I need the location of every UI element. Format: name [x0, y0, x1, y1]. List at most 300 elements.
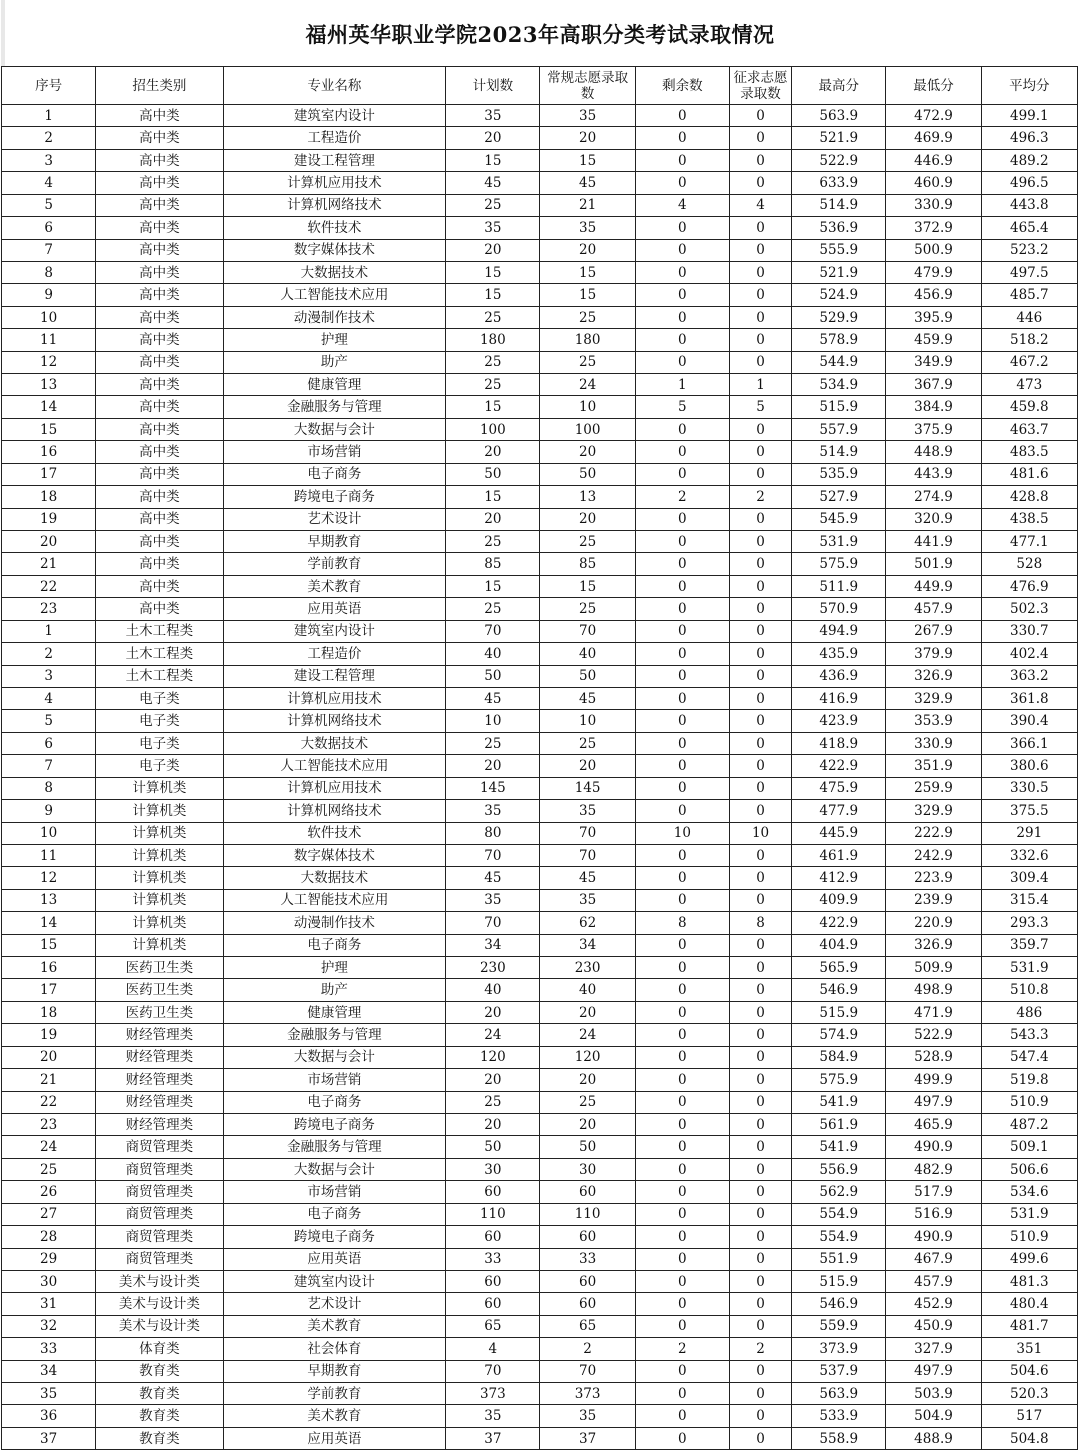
cell-supplementary-admitted: 0 [729, 643, 791, 665]
cell-plan: 35 [446, 889, 540, 911]
cell-regular-admitted: 30 [540, 1158, 635, 1180]
cell-index: 5 [2, 710, 96, 732]
cell-category: 土木工程类 [96, 643, 223, 665]
cell-index: 21 [2, 553, 96, 575]
cell-supplementary-admitted: 0 [729, 149, 791, 171]
cell-remaining: 0 [635, 553, 729, 575]
cell-major: 艺术设计 [223, 508, 446, 530]
cell-avg-score: 483.5 [981, 441, 1077, 463]
cell-plan: 33 [446, 1248, 540, 1270]
table-row [2, 643, 1078, 665]
cell-supplementary-admitted: 0 [729, 687, 791, 709]
cell-remaining: 0 [635, 418, 729, 440]
cell-remaining: 0 [635, 1158, 729, 1180]
cell-index: 14 [2, 396, 96, 418]
cell-major: 软件技术 [223, 822, 446, 844]
cell-min-score: 449.9 [886, 575, 981, 597]
cell-category: 高中类 [96, 284, 223, 306]
table-row [2, 239, 1078, 261]
cell-avg-score: 361.8 [981, 687, 1077, 709]
cell-avg-score: 531.9 [981, 1203, 1077, 1225]
cell-category: 计算机类 [96, 800, 223, 822]
cell-supplementary-admitted: 0 [729, 351, 791, 373]
cell-supplementary-admitted: 0 [729, 463, 791, 485]
cell-category: 教育类 [96, 1383, 223, 1405]
header-major: 专业名称 [223, 67, 446, 105]
cell-category: 财经管理类 [96, 1091, 223, 1113]
cell-category: 高中类 [96, 531, 223, 553]
cell-avg-score: 486 [981, 1001, 1077, 1023]
cell-category: 教育类 [96, 1427, 223, 1449]
cell-index: 26 [2, 1181, 96, 1203]
cell-major: 美术教育 [223, 1315, 446, 1337]
cell-regular-admitted: 15 [540, 149, 635, 171]
cell-index: 33 [2, 1338, 96, 1360]
cell-max-score: 546.9 [792, 979, 886, 1001]
cell-min-score: 222.9 [886, 822, 981, 844]
cell-remaining: 0 [635, 172, 729, 194]
cell-avg-score: 443.8 [981, 194, 1077, 216]
cell-supplementary-admitted: 0 [729, 755, 791, 777]
cell-min-score: 330.9 [886, 194, 981, 216]
cell-min-score: 503.9 [886, 1383, 981, 1405]
cell-remaining: 0 [635, 441, 729, 463]
cell-avg-score: 510.8 [981, 979, 1077, 1001]
cell-remaining: 0 [635, 889, 729, 911]
cell-regular-admitted: 35 [540, 800, 635, 822]
cell-remaining: 0 [635, 1293, 729, 1315]
table-row [2, 957, 1078, 979]
cell-major: 社会体育 [223, 1338, 446, 1360]
cell-major: 健康管理 [223, 374, 446, 396]
cell-index: 12 [2, 351, 96, 373]
cell-plan: 85 [446, 553, 540, 575]
cell-avg-score: 499.1 [981, 105, 1077, 127]
cell-index: 13 [2, 374, 96, 396]
cell-major: 人工智能技术应用 [223, 755, 446, 777]
cell-remaining: 0 [635, 1383, 729, 1405]
cell-remaining: 2 [635, 486, 729, 508]
cell-regular-admitted: 25 [540, 351, 635, 373]
cell-regular-admitted: 34 [540, 934, 635, 956]
cell-avg-score: 510.9 [981, 1226, 1077, 1248]
cell-supplementary-admitted: 0 [729, 1113, 791, 1135]
cell-category: 体育类 [96, 1338, 223, 1360]
cell-avg-score: 504.6 [981, 1360, 1077, 1382]
cell-max-score: 445.9 [792, 822, 886, 844]
cell-major: 工程造价 [223, 127, 446, 149]
cell-remaining: 0 [635, 1091, 729, 1113]
cell-min-score: 500.9 [886, 239, 981, 261]
cell-regular-admitted: 20 [540, 239, 635, 261]
cell-supplementary-admitted: 0 [729, 172, 791, 194]
cell-regular-admitted: 20 [540, 127, 635, 149]
cell-max-score: 412.9 [792, 867, 886, 889]
cell-max-score: 514.9 [792, 441, 886, 463]
cell-min-score: 351.9 [886, 755, 981, 777]
cell-plan: 25 [446, 194, 540, 216]
cell-major: 计算机网络技术 [223, 800, 446, 822]
cell-remaining: 0 [635, 261, 729, 283]
cell-supplementary-admitted: 0 [729, 800, 791, 822]
cell-plan: 20 [446, 508, 540, 530]
cell-major: 早期教育 [223, 531, 446, 553]
cell-avg-score: 309.4 [981, 867, 1077, 889]
cell-min-score: 499.9 [886, 1069, 981, 1091]
cell-major: 计算机应用技术 [223, 687, 446, 709]
cell-max-score: 558.9 [792, 1427, 886, 1449]
cell-max-score: 559.9 [792, 1315, 886, 1337]
table-row [2, 732, 1078, 754]
cell-major: 跨境电子商务 [223, 486, 446, 508]
cell-index: 20 [2, 1046, 96, 1068]
cell-avg-score: 438.5 [981, 508, 1077, 530]
cell-plan: 45 [446, 687, 540, 709]
cell-regular-admitted: 33 [540, 1248, 635, 1270]
cell-min-score: 329.9 [886, 687, 981, 709]
cell-avg-score: 293.3 [981, 912, 1077, 934]
cell-min-score: 517.9 [886, 1181, 981, 1203]
cell-plan: 15 [446, 149, 540, 171]
cell-major: 软件技术 [223, 217, 446, 239]
table-row [2, 194, 1078, 216]
cell-category: 医药卫生类 [96, 1001, 223, 1023]
cell-category: 财经管理类 [96, 1069, 223, 1091]
cell-major: 人工智能技术应用 [223, 284, 446, 306]
cell-major: 应用英语 [223, 598, 446, 620]
cell-max-score: 546.9 [792, 1293, 886, 1315]
cell-avg-score: 509.1 [981, 1136, 1077, 1158]
cell-min-score: 450.9 [886, 1315, 981, 1337]
cell-remaining: 0 [635, 755, 729, 777]
cell-major: 计算机网络技术 [223, 710, 446, 732]
table-row [2, 1024, 1078, 1046]
cell-max-score: 565.9 [792, 957, 886, 979]
cell-max-score: 435.9 [792, 643, 886, 665]
cell-major: 美术教育 [223, 1405, 446, 1427]
cell-avg-score: 481.3 [981, 1270, 1077, 1292]
cell-max-score: 556.9 [792, 1158, 886, 1180]
cell-max-score: 555.9 [792, 239, 886, 261]
cell-category: 教育类 [96, 1360, 223, 1382]
cell-max-score: 422.9 [792, 912, 886, 934]
cell-plan: 20 [446, 441, 540, 463]
cell-supplementary-admitted: 0 [729, 575, 791, 597]
cell-index: 13 [2, 889, 96, 911]
cell-category: 财经管理类 [96, 1024, 223, 1046]
cell-avg-score: 291 [981, 822, 1077, 844]
cell-regular-admitted: 120 [540, 1046, 635, 1068]
cell-plan: 10 [446, 710, 540, 732]
cell-category: 计算机类 [96, 777, 223, 799]
cell-category: 计算机类 [96, 934, 223, 956]
cell-supplementary-admitted: 0 [729, 1315, 791, 1337]
cell-regular-admitted: 15 [540, 261, 635, 283]
table-row [2, 105, 1078, 127]
cell-remaining: 0 [635, 665, 729, 687]
admission-table [1, 66, 1078, 1450]
table-row [2, 127, 1078, 149]
cell-regular-admitted: 13 [540, 486, 635, 508]
cell-major: 跨境电子商务 [223, 1113, 446, 1135]
header-category: 招生类别 [96, 67, 223, 105]
cell-category: 高中类 [96, 194, 223, 216]
table-row [2, 710, 1078, 732]
cell-max-score: 423.9 [792, 710, 886, 732]
cell-plan: 20 [446, 127, 540, 149]
cell-max-score: 511.9 [792, 575, 886, 597]
cell-plan: 45 [446, 172, 540, 194]
header-supplementary-admitted: 征求志愿录取数 [729, 67, 791, 105]
cell-plan: 70 [446, 912, 540, 934]
cell-max-score: 477.9 [792, 800, 886, 822]
cell-supplementary-admitted: 0 [729, 418, 791, 440]
cell-supplementary-admitted: 0 [729, 1069, 791, 1091]
cell-index: 16 [2, 957, 96, 979]
cell-avg-score: 499.6 [981, 1248, 1077, 1270]
cell-max-score: 404.9 [792, 934, 886, 956]
cell-major: 早期教育 [223, 1360, 446, 1382]
cell-min-score: 465.9 [886, 1113, 981, 1135]
cell-avg-score: 428.8 [981, 486, 1077, 508]
cell-index: 22 [2, 1091, 96, 1113]
cell-avg-score: 467.2 [981, 351, 1077, 373]
cell-supplementary-admitted: 0 [729, 732, 791, 754]
cell-min-score: 443.9 [886, 463, 981, 485]
cell-remaining: 0 [635, 1136, 729, 1158]
cell-major: 计算机应用技术 [223, 172, 446, 194]
cell-major: 应用英语 [223, 1248, 446, 1270]
cell-index: 15 [2, 934, 96, 956]
cell-max-score: 563.9 [792, 1383, 886, 1405]
cell-avg-score: 363.2 [981, 665, 1077, 687]
cell-plan: 25 [446, 351, 540, 373]
cell-supplementary-admitted: 0 [729, 217, 791, 239]
cell-min-score: 384.9 [886, 396, 981, 418]
cell-index: 14 [2, 912, 96, 934]
cell-remaining: 0 [635, 531, 729, 553]
cell-major: 市场营销 [223, 1069, 446, 1091]
table-row [2, 1136, 1078, 1158]
cell-remaining: 0 [635, 127, 729, 149]
cell-supplementary-admitted: 0 [729, 665, 791, 687]
cell-index: 37 [2, 1427, 96, 1449]
table-row [2, 441, 1078, 463]
cell-avg-score: 517 [981, 1405, 1077, 1427]
cell-regular-admitted: 10 [540, 710, 635, 732]
cell-min-score: 482.9 [886, 1158, 981, 1180]
cell-min-score: 223.9 [886, 867, 981, 889]
cell-category: 高中类 [96, 127, 223, 149]
cell-major: 金融服务与管理 [223, 396, 446, 418]
cell-avg-score: 506.6 [981, 1158, 1077, 1180]
cell-category: 医药卫生类 [96, 979, 223, 1001]
cell-avg-score: 510.9 [981, 1091, 1077, 1113]
cell-avg-score: 330.5 [981, 777, 1077, 799]
cell-max-score: 524.9 [792, 284, 886, 306]
cell-remaining: 0 [635, 351, 729, 373]
cell-avg-score: 459.8 [981, 396, 1077, 418]
cell-regular-admitted: 110 [540, 1203, 635, 1225]
cell-avg-score: 496.3 [981, 127, 1077, 149]
cell-category: 高中类 [96, 351, 223, 373]
cell-plan: 35 [446, 105, 540, 127]
cell-regular-admitted: 20 [540, 1113, 635, 1135]
cell-regular-admitted: 60 [540, 1270, 635, 1292]
table-row [2, 1181, 1078, 1203]
cell-max-score: 537.9 [792, 1360, 886, 1382]
cell-max-score: 541.9 [792, 1091, 886, 1113]
cell-category: 商贸管理类 [96, 1226, 223, 1248]
cell-plan: 35 [446, 1405, 540, 1427]
cell-regular-admitted: 100 [540, 418, 635, 440]
cell-remaining: 0 [635, 643, 729, 665]
cell-supplementary-admitted: 0 [729, 1024, 791, 1046]
cell-index: 19 [2, 508, 96, 530]
cell-avg-score: 520.3 [981, 1383, 1077, 1405]
cell-remaining: 0 [635, 710, 729, 732]
cell-plan: 120 [446, 1046, 540, 1068]
cell-regular-admitted: 25 [540, 1091, 635, 1113]
cell-category: 电子类 [96, 687, 223, 709]
cell-major: 大数据技术 [223, 261, 446, 283]
cell-index: 6 [2, 217, 96, 239]
document-title: 福州英华职业学院2023年高职分类考试录取情况 [305, 22, 775, 47]
cell-major: 电子商务 [223, 1203, 446, 1225]
cell-category: 高中类 [96, 306, 223, 328]
cell-remaining: 0 [635, 687, 729, 709]
header-regular-admitted: 常规志愿录取数 [540, 67, 635, 105]
cell-min-score: 239.9 [886, 889, 981, 911]
cell-remaining: 0 [635, 620, 729, 642]
table-row [2, 1091, 1078, 1113]
cell-remaining: 0 [635, 1203, 729, 1225]
table-row [2, 486, 1078, 508]
cell-avg-score: 534.6 [981, 1181, 1077, 1203]
cell-category: 商贸管理类 [96, 1248, 223, 1270]
cell-supplementary-admitted: 0 [729, 553, 791, 575]
cell-regular-admitted: 15 [540, 284, 635, 306]
cell-avg-score: 351 [981, 1338, 1077, 1360]
cell-index: 35 [2, 1383, 96, 1405]
cell-max-score: 584.9 [792, 1046, 886, 1068]
cell-regular-admitted: 20 [540, 508, 635, 530]
cell-regular-admitted: 21 [540, 194, 635, 216]
cell-major: 建筑室内设计 [223, 620, 446, 642]
cell-min-score: 504.9 [886, 1405, 981, 1427]
cell-max-score: 529.9 [792, 306, 886, 328]
cell-plan: 20 [446, 239, 540, 261]
table-row [2, 463, 1078, 485]
cell-max-score: 522.9 [792, 149, 886, 171]
cell-major: 建设工程管理 [223, 149, 446, 171]
cell-index: 32 [2, 1315, 96, 1337]
cell-max-score: 515.9 [792, 1001, 886, 1023]
cell-supplementary-admitted: 0 [729, 867, 791, 889]
cell-avg-score: 528 [981, 553, 1077, 575]
cell-avg-score: 496.5 [981, 172, 1077, 194]
cell-supplementary-admitted: 0 [729, 710, 791, 732]
cell-remaining: 10 [635, 822, 729, 844]
cell-index: 17 [2, 463, 96, 485]
cell-regular-admitted: 70 [540, 844, 635, 866]
cell-remaining: 0 [635, 1113, 729, 1135]
cell-category: 美术与设计类 [96, 1270, 223, 1292]
cell-avg-score: 375.5 [981, 800, 1077, 822]
cell-major: 数字媒体技术 [223, 239, 446, 261]
cell-supplementary-admitted: 0 [729, 1427, 791, 1449]
table-row [2, 261, 1078, 283]
cell-index: 4 [2, 687, 96, 709]
cell-plan: 35 [446, 800, 540, 822]
cell-avg-score: 366.1 [981, 732, 1077, 754]
table-row [2, 1203, 1078, 1225]
cell-regular-admitted: 40 [540, 643, 635, 665]
cell-major: 美术教育 [223, 575, 446, 597]
table-row [2, 306, 1078, 328]
cell-max-score: 578.9 [792, 329, 886, 351]
table-row [2, 912, 1078, 934]
cell-max-score: 373.9 [792, 1338, 886, 1360]
cell-major: 建设工程管理 [223, 665, 446, 687]
cell-supplementary-admitted: 0 [729, 1203, 791, 1225]
cell-min-score: 522.9 [886, 1024, 981, 1046]
cell-remaining: 0 [635, 934, 729, 956]
cell-regular-admitted: 25 [540, 598, 635, 620]
cell-remaining: 0 [635, 1315, 729, 1337]
cell-supplementary-admitted: 8 [729, 912, 791, 934]
table-row [2, 329, 1078, 351]
cell-category: 高中类 [96, 553, 223, 575]
cell-supplementary-admitted: 4 [729, 194, 791, 216]
cell-max-score: 562.9 [792, 1181, 886, 1203]
cell-plan: 25 [446, 732, 540, 754]
cell-max-score: 545.9 [792, 508, 886, 530]
cell-supplementary-admitted: 0 [729, 1226, 791, 1248]
cell-max-score: 633.9 [792, 172, 886, 194]
cell-regular-admitted: 50 [540, 665, 635, 687]
cell-major: 大数据与会计 [223, 1158, 446, 1180]
cell-plan: 37 [446, 1427, 540, 1449]
cell-min-score: 490.9 [886, 1226, 981, 1248]
cell-category: 高中类 [96, 172, 223, 194]
cell-category: 土木工程类 [96, 665, 223, 687]
cell-major: 数字媒体技术 [223, 844, 446, 866]
cell-major: 动漫制作技术 [223, 306, 446, 328]
cell-category: 电子类 [96, 755, 223, 777]
cell-max-score: 531.9 [792, 531, 886, 553]
cell-plan: 373 [446, 1383, 540, 1405]
cell-category: 高中类 [96, 575, 223, 597]
cell-regular-admitted: 50 [540, 463, 635, 485]
cell-category: 高中类 [96, 441, 223, 463]
cell-category: 高中类 [96, 486, 223, 508]
table-row [2, 396, 1078, 418]
cell-supplementary-admitted: 0 [729, 239, 791, 261]
cell-regular-admitted: 37 [540, 1427, 635, 1449]
cell-supplementary-admitted: 0 [729, 979, 791, 1001]
cell-supplementary-admitted: 0 [729, 1136, 791, 1158]
cell-min-score: 372.9 [886, 217, 981, 239]
cell-plan: 34 [446, 934, 540, 956]
cell-min-score: 242.9 [886, 844, 981, 866]
cell-regular-admitted: 45 [540, 172, 635, 194]
cell-regular-admitted: 20 [540, 1069, 635, 1091]
cell-category: 电子类 [96, 732, 223, 754]
header-remaining: 剩余数 [635, 67, 729, 105]
cell-avg-score: 390.4 [981, 710, 1077, 732]
cell-avg-score: 523.2 [981, 239, 1077, 261]
